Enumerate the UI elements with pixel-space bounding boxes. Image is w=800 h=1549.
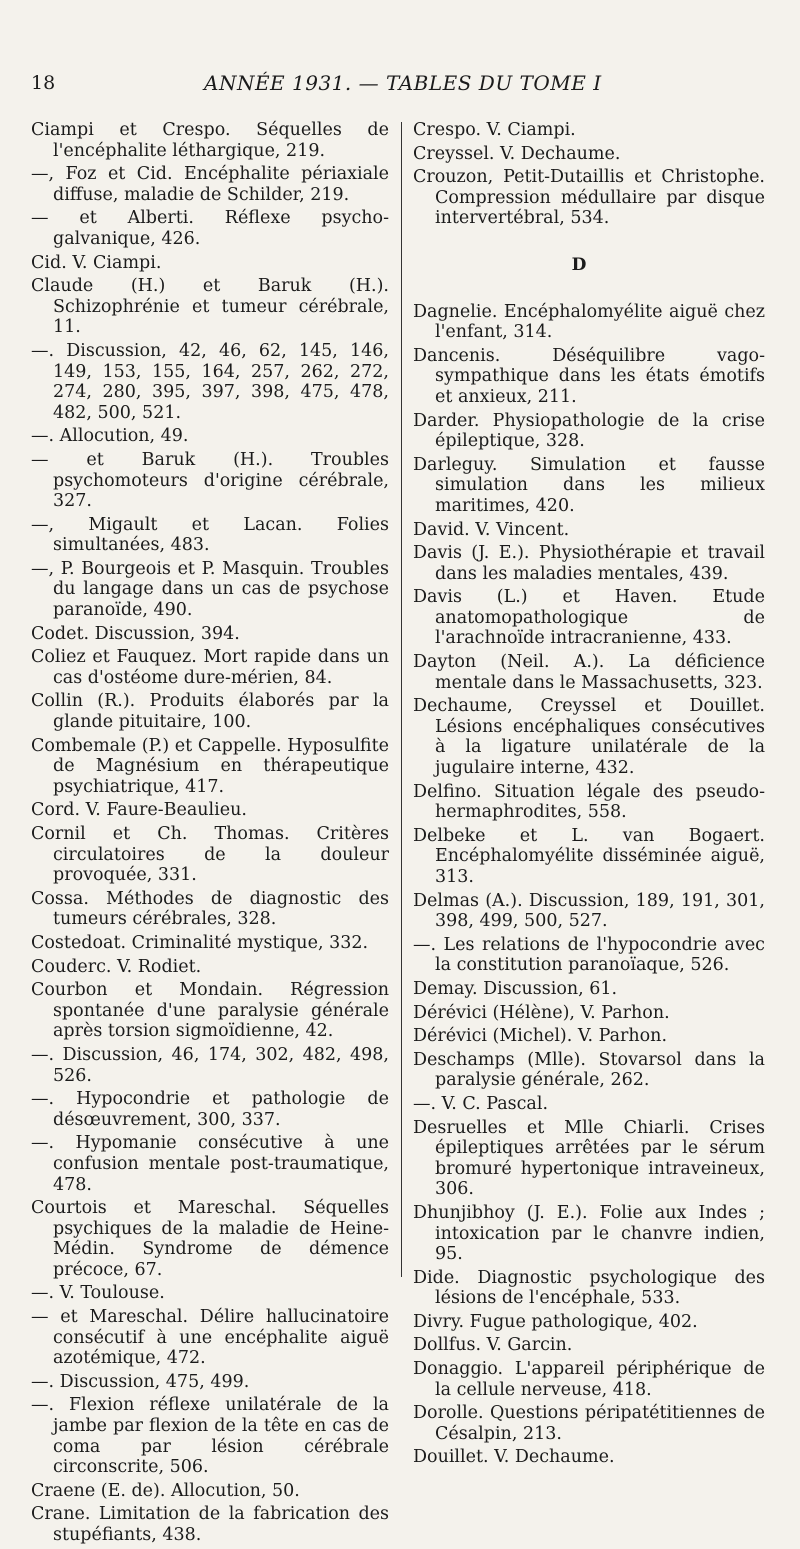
index-entry: —. Les relations de l'hypocondrie avec la constitution paranoïaque, 526. xyxy=(413,934,765,976)
index-entry: Dollfus. V. Garcin. xyxy=(413,1335,573,1356)
index-entry: Craene (E. de). Allocution, 50. xyxy=(31,1480,300,1501)
page-number: 18 xyxy=(31,72,56,94)
index-entry: —. Allocution, 49. xyxy=(31,426,189,447)
index-entry: Delmas (A.). Discussion, 189, 191, 301, 398, 499, 500, 527. xyxy=(413,890,765,932)
index-entry: Crespo. V. Ciampi. xyxy=(413,120,576,140)
index-entry: Donaggio. L'appareil périphérique de la cellule nerveuse, 418. xyxy=(413,1359,765,1400)
index-entry: Dorolle. Questions péripatétitiennes de Césalpin, 213. xyxy=(413,1403,765,1444)
index-entry: Demay. Discussion, 61. xyxy=(413,978,618,999)
index-entry: Dagnelie. Encéphalomyélite aiguë chez l'enfant, 314. xyxy=(413,301,765,343)
index-entry: —. Discussion, 42, 46, 62, 145, 146, 149, 153, 155, 164, 257, 262, 272, 274, 280, 395, 397, 398, 475, 478, 482, 500, 521. xyxy=(31,340,389,423)
index-entry: Claude (H.) et Baruk (H.). Schizophrénie et tumeur cérébrale, 11. xyxy=(31,276,389,338)
index-entry: Ciampi et Crespo. Séquelles de l'encéphalite léthargique, 219. xyxy=(31,120,389,161)
right-column-top xyxy=(413,120,765,229)
index-entry: Davis (L.) et Haven. Etude anatomopathologique de l'arachnoïde intracranienne, 433. xyxy=(413,587,765,649)
right-column xyxy=(413,120,765,1471)
index-entry: Cornil et Ch. Thomas. Critères circulatoires de la douleur provoquée, 331. xyxy=(31,824,389,886)
index-entry: Combemale (P.) et Cappelle. Hyposulfite de Magnésium en thérapeutique psychiatrique, 417. xyxy=(31,735,389,797)
index-entry: Cossa. Méthodes de diagnostic des tumeurs cérébrales, 328. xyxy=(31,888,389,930)
index-entry: Dérévici (Hélène), V. Parhon. xyxy=(413,1002,670,1023)
index-entry: —. Hypocondrie et pathologie de désœuvrement, 300, 337. xyxy=(31,1089,389,1130)
index-entry: — et Mareschal. Délire hallucinatoire consécutif à une encéphalite aiguë azotémique, 472. xyxy=(31,1307,389,1369)
index-entry: Collin (R.). Produits élaborés par la glande pituitaire, 100. xyxy=(31,691,389,733)
index-entry: Dayton (Neil. A.). La déficience mentale dans le Massachusetts, 323. xyxy=(413,652,765,693)
index-entry: Dancenis. Déséquilibre vago-sympathique dans les états émotifs et anxieux, 211. xyxy=(413,345,765,407)
index-entry: Couderc. V. Rodiet. xyxy=(31,956,202,977)
running-title: ANNÉE 1931. — TABLES DU TOME I xyxy=(204,71,602,95)
index-entry: Dechaume, Creyssel et Douillet. Lésions encéphaliques consécutives à la ligature unilatérale de la jugulaire interne, 432. xyxy=(413,696,765,779)
index-entry: David. V. Vincent. xyxy=(413,519,570,540)
index-entry: Crouzon, Petit-Dutaillis et Christophe. Compression médullaire par disque intervertébral, 534. xyxy=(413,167,765,229)
index-entry: —. Hypomanie consécutive à une confusion mentale post-traumatique, 478. xyxy=(31,1133,389,1195)
index-entry: —. Flexion réflexe unilatérale de la jambe par flexion de la tête en cas de coma par lésion cérébrale circonscrite, 506. xyxy=(31,1395,389,1478)
index-entry: —. V. C. Pascal. xyxy=(413,1093,549,1114)
section-letter: D xyxy=(571,254,587,275)
index-entry: — et Alberti. Réflexe psycho-galvanique, 426. xyxy=(31,208,389,249)
index-entry: Costedoat. Criminalité mystique, 332. xyxy=(31,932,369,953)
index-entry: —. Discussion, 46, 174, 302, 482, 498, 526. xyxy=(31,1044,389,1086)
index-entry: — et Baruk (H.). Troubles psychomoteurs d'origine cérébrale, 327. xyxy=(31,449,389,512)
index-entry: Creyssel. V. Dechaume. xyxy=(413,143,621,164)
index-entry: —. V. Toulouse. xyxy=(31,1283,165,1304)
index-entry: Darleguy. Simulation et fausse simulation dans les milieux maritimes, 420. xyxy=(413,454,765,516)
index-entry: Delbeke et L. van Bogaert. Encéphalomyélite disséminée aiguë, 313. xyxy=(413,825,765,887)
index-entry: —, Foz et Cid. Encéphalite périaxiale diffuse, maladie de Schilder, 219. xyxy=(31,164,389,205)
index-entry: Darder. Physiopathologie de la crise épileptique, 328. xyxy=(413,410,765,452)
index-entry: Divry. Fugue pathologique, 402. xyxy=(413,1311,698,1332)
index-entry: Davis (J. E.). Physiothérapie et travail dans les maladies mentales, 439. xyxy=(413,543,765,584)
index-entry: Dérévici (Michel). V. Parhon. xyxy=(413,1026,668,1047)
index-entry: Delfino. Situation légale des pseudo-hermaphrodites, 558. xyxy=(413,781,765,823)
index-entry: Cid. V. Ciampi. xyxy=(31,252,162,273)
index-entry: Codet. Discussion, 394. xyxy=(31,623,240,644)
index-entry: Douillet. V. Dechaume. xyxy=(413,1447,615,1468)
index-entry: —, P. Bourgeois et P. Masquin. Troubles du langage dans un cas de psychose paranoïde, 490. xyxy=(31,558,389,621)
index-entry: Desruelles et Mlle Chiarli. Crises épileptiques arrêtées par le sérum bromuré hypertonique intraveineux, 306. xyxy=(413,1117,765,1200)
index-entry: Cord. V. Faure-Beaulieu. xyxy=(31,800,247,821)
index-entry: —, Migault et Lacan. Folies simultanées, 483. xyxy=(31,514,389,556)
left-column xyxy=(31,120,389,1549)
index-entry: Dide. Diagnostic psychologique des lésions de l'encéphale, 533. xyxy=(413,1267,765,1309)
index-entry: Crane. Limitation de la fabrication des stupéfiants, 438. xyxy=(31,1504,389,1545)
right-column-bottom xyxy=(413,302,765,1468)
index-entry: —. Discussion, 475, 499. xyxy=(31,1371,250,1392)
index-entry: Courtois et Mareschal. Séquelles psychiques de la maladie de Heine-Médin. Syndrome de démence précoce, 67. xyxy=(31,1198,389,1280)
index-entry: Courbon et Mondain. Régression spontanée d'une paralysie générale après torsion sigmoïdienne, 42. xyxy=(31,980,389,1042)
index-entry: Coliez et Fauquez. Mort rapide dans un cas d'ostéome dure-mérien, 84. xyxy=(31,647,389,688)
index-entry: Deschamps (Mlle). Stovarsol dans la paralysie générale, 262. xyxy=(413,1049,765,1091)
index-entry: Dhunjibhoy (J. E.). Folie aux Indes ; intoxication par le chanvre indien, 95. xyxy=(413,1202,765,1265)
column-divider xyxy=(401,122,402,1277)
